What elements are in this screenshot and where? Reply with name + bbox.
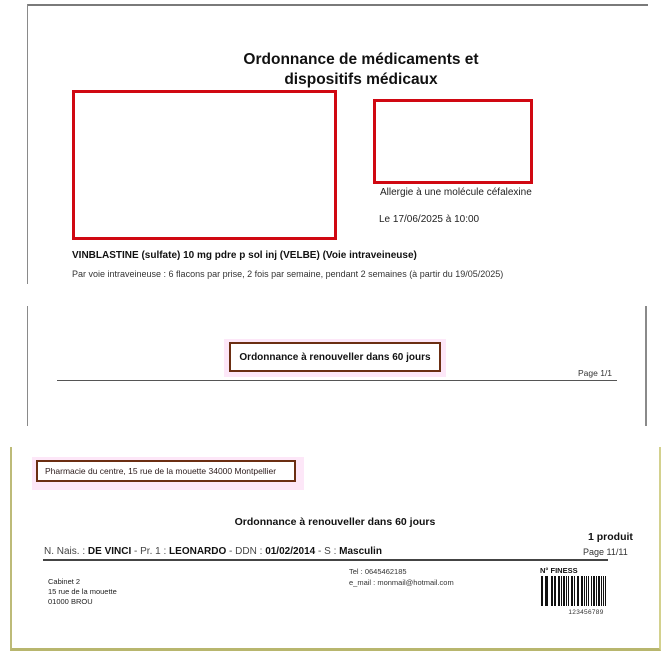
prescription-title [200, 50, 522, 90]
patient-info-line [44, 546, 382, 557]
cabinet-line-3: 01000 BROU [48, 597, 93, 606]
renewal-notice-box [229, 342, 441, 372]
first-name-label: Pr. 1 : [140, 546, 167, 557]
renewal-title: Ordonnance à renouveller dans 60 jours [234, 516, 436, 528]
redacted-prescriber-block [72, 90, 337, 240]
renewal-notice-text: Ordonnance à renouveller dans 60 jours [239, 351, 431, 363]
separator: - [226, 546, 236, 557]
pharmacy-address-box [36, 460, 296, 482]
page-number: Page 11/11 [583, 547, 628, 557]
separator: - [315, 546, 325, 557]
header-divider [43, 559, 608, 561]
dob-label: DDN : [235, 546, 263, 557]
finess-label: N° FINESS [540, 566, 578, 575]
first-name-value: LEONARDO [169, 546, 227, 557]
dob-value: 01/02/2014 [265, 546, 316, 557]
page-border-right-lower [645, 306, 647, 426]
finess-number: 123456789 [568, 609, 604, 616]
cabinet-address [48, 577, 117, 607]
email: e_mail : monmail@hotmail.com [349, 578, 454, 587]
title-line-1: Ordonnance de médicaments et [243, 51, 479, 68]
product-count: 1 produit [588, 531, 633, 543]
last-name-value: DE VINCI [87, 546, 132, 557]
last-name-label: N. Nais. : [44, 546, 86, 557]
page-border-left-lower [27, 306, 28, 426]
cabinet-line-2: 15 rue de la mouette [48, 587, 117, 596]
medication-name: VINBLASTINE (sulfate) 10 mg pdre p sol inj (VELBE) (Voie intraveineuse) [72, 250, 417, 261]
separator: - [131, 546, 141, 557]
redacted-patient-block [373, 99, 533, 184]
page-number: Page 1/1 [578, 368, 613, 378]
footer-divider [57, 380, 617, 381]
sex-value: Masculin [339, 546, 382, 557]
cabinet-line-1: Cabinet 2 [48, 577, 81, 586]
title-line-2: dispositifs médicaux [284, 71, 438, 88]
medication-dosage: Par voie intraveineuse : 6 flacons par prise, 2 fois par semaine, pendant 2 semaines (à partir du 19/05/2025) [72, 269, 504, 279]
page-border-left [27, 4, 28, 284]
barcode-icon [541, 576, 631, 606]
phone: Tel : 0645462185 [349, 567, 407, 576]
sex-label: S : [324, 546, 337, 557]
allergy-note: Allergie à une molécule céfalexine [380, 187, 532, 198]
page-border-top [28, 4, 648, 6]
prescription-date: Le 17/06/2025 à 10:00 [379, 214, 480, 225]
pharmacy-address: Pharmacie du centre, 15 rue de la mouette 34000 Montpellier [45, 466, 277, 476]
contact-info [349, 566, 454, 588]
